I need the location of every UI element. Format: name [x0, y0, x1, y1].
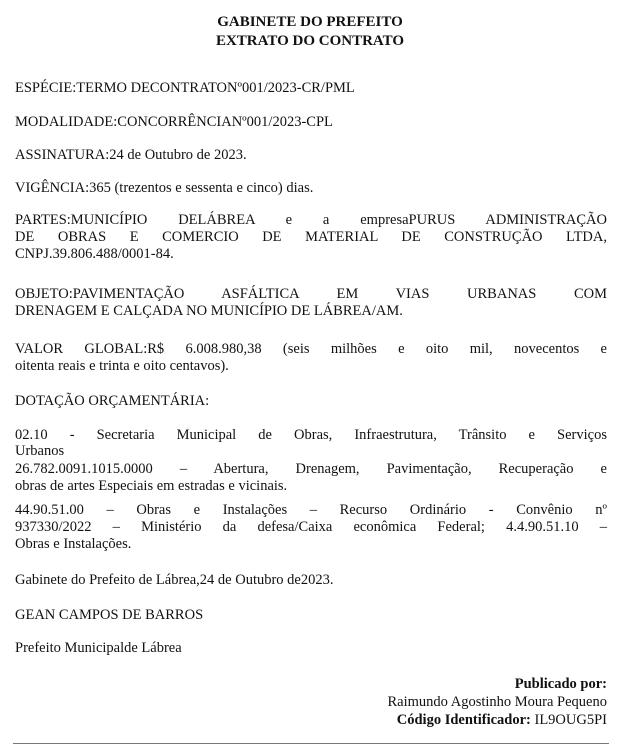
published-by-name: Raimundo Agostinho Moura Pequeno [387, 694, 607, 710]
modalidade-line: MODALIDADE:CONCORRÊNCIANº001/2023-CPL [15, 114, 333, 130]
partes-line-3: CNPJ.39.806.488/0001-84. [15, 246, 174, 262]
objeto-line-2: DRENAGEM E CALÇADA NO MUNICÍPIO DE LÁBREA/AM. [15, 303, 403, 319]
dotacao-line-2: Urbanos [15, 443, 65, 459]
especie-line: ESPÉCIE:TERMO DECONTRATONº001/2023-CR/PML [15, 80, 355, 96]
dotacao-title: DOTAÇÃO ORÇAMENTÁRIA: [15, 393, 210, 409]
valor-line-1: VALOR GLOBAL:R$ 6.008.980,38 (seis milhões e oito mil, novecentos e [15, 341, 607, 357]
dotacao-line-7: Obras e Instalações. [15, 536, 132, 552]
dotacao-line-1: 02.10 - Secretaria Municipal de Obras, Infraestrutura, Trânsito e Serviços [15, 427, 607, 443]
signer-role: Prefeito Municipalde Lábrea [15, 640, 182, 656]
identifier-value: IL9OUG5PI [534, 712, 607, 728]
local-date-line: Gabinete do Prefeito de Lábrea,24 de Outubro de2023. [15, 572, 334, 588]
header-title: EXTRATO DO CONTRATO [215, 33, 405, 49]
objeto-line-1: OBJETO:PAVIMENTAÇÃO ASFÁLTICA EM VIAS URBANAS COM [15, 286, 607, 302]
dotacao-line-6: 937330/2022 – Ministério da defesa/Caixa econômica Federal; 4.4.90.51.10 – [15, 519, 607, 535]
signer-name: GEAN CAMPOS DE BARROS [15, 607, 204, 623]
dotacao-line-3: 26.782.0091.1015.0000 – Abertura, Drenagem, Pavimentação, Recuperação e [15, 461, 607, 477]
dotacao-line-4: obras de artes Especiais em estradas e vicinais. [15, 478, 288, 494]
assinatura-line: ASSINATURA:24 de Outubro de 2023. [15, 147, 247, 163]
bottom-divider [13, 743, 609, 744]
identifier-line [397, 712, 607, 728]
header-office: GABINETE DO PREFEITO [217, 14, 403, 30]
published-by-label: Publicado por: [514, 676, 607, 692]
partes-line-1: PARTES:MUNICÍPIO DELÁBREA e a empresaPURUS ADMINISTRAÇÃO [15, 212, 607, 228]
partes-line-2: DE OBRAS E COMERCIO DE MATERIAL DE CONSTRUÇÃO LTDA, [15, 229, 607, 245]
dotacao-line-5: 44.90.51.00 – Obras e Instalações – Recurso Ordinário - Convênio nº [15, 502, 607, 518]
valor-line-2: oitenta reais e trinta e oito centavos). [15, 358, 229, 374]
vigencia-line: VIGÊNCIA:365 (trezentos e sessenta e cinco) dias. [15, 180, 314, 196]
identifier-label: Código Identificador: [396, 712, 531, 728]
